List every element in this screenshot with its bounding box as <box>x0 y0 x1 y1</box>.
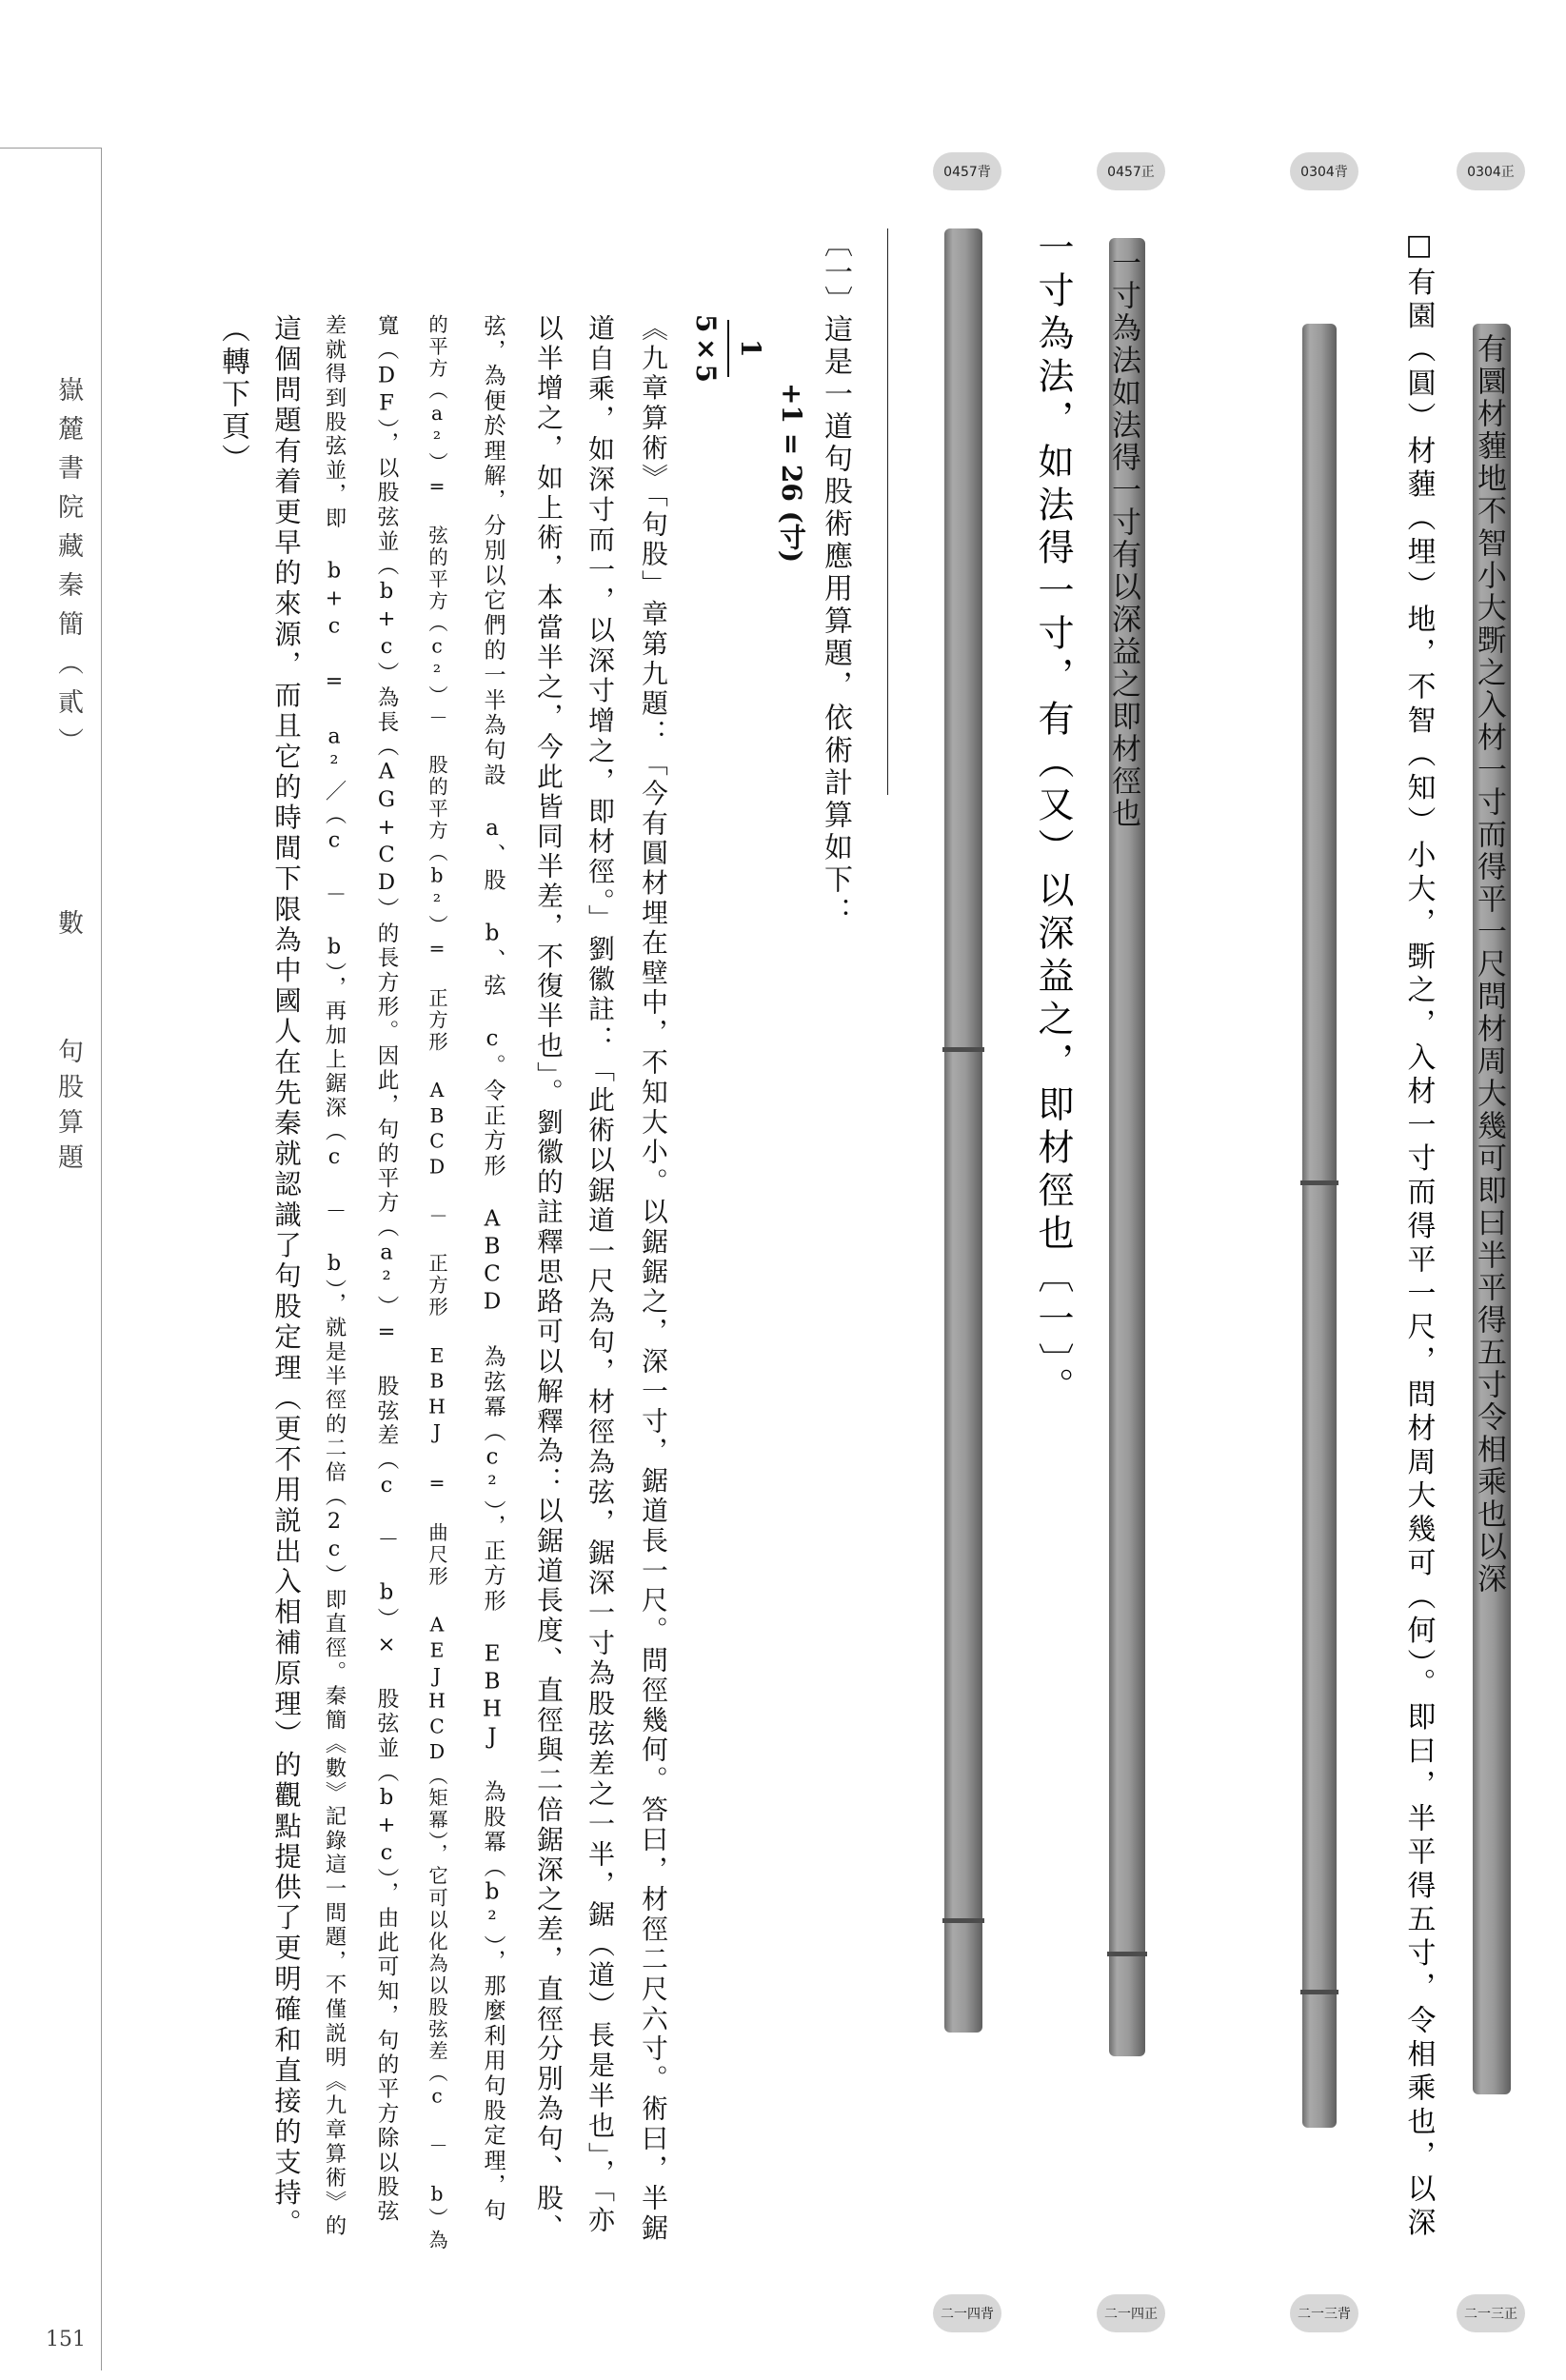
fraction-bar <box>727 320 729 377</box>
bamboo-strip-3 <box>1106 238 1145 2056</box>
strip-label-top-3: 0457正 <box>1097 152 1165 190</box>
bamboo-strip-2 <box>1302 324 1337 2128</box>
commentary-line-1: 《九章算術》「句股」章第九題：「今有圓材埋在壁中，不知大小。以鋸鋸之，深一寸，鋸道長一尺。問徑幾何。答曰，材徑二尺六寸。術曰，半鋸 <box>637 314 668 2245</box>
commentary-line-7: 差就得到股弦並，即 b+c = a²／（c － b），再加上鋸深（c － b），就是半徑的二倍（2c）即直徑。秦簡《數》記錄這一問題，不僅説明《九章算術》的 <box>322 314 347 2239</box>
strip-label-top-1: 0304正 <box>1457 152 1525 190</box>
strip-node <box>1300 1180 1338 1185</box>
strip-script-3: 一寸為法如法得一寸有以深益之即材徑也 <box>1106 248 1140 830</box>
strip-node <box>1107 1952 1147 1956</box>
formula-result: +1 = 26 (寸) <box>776 383 807 564</box>
page-number: 151 <box>46 2328 86 2351</box>
commentary-line-6: 寬（DF），以股弦並（b+c）為長（AG+CD）的長方形。因此，句的平方（a²）= 股弦差（c － b）× 股弦並（b+c），由此可知，句的平方除以股弦 <box>374 314 399 2225</box>
separator-rule <box>887 228 888 795</box>
commentary-line-5: 的平方（a²）= 弦的平方（c²）－ 股的平方（b²）= 正方形 ABCD － 正方形 EBHJ = 曲尺形 AEJHCD（矩冪），它可以化為以股弦差（c － b）為 <box>426 314 448 2252</box>
commentary-line-2: 道自乘，如深寸而一，以深寸增之，即材徑。」劉徽註：「此術以鋸道一尺為句，材徑為弦，鋸深一寸為股弦差之一半，鋸（道）長是半也」，「亦 <box>585 314 616 2236</box>
strip-label-bottom-3: 二一四正 <box>1097 2294 1165 2332</box>
commentary-line-4: 弦，為便於理解，分別以它們的一半為句設 a、股 b、弦 c。令正方形 ABCD 為弦冪（c²），正方形 EBHJ 為股冪（b²），那麼利用句股定理，句 <box>480 314 505 2224</box>
strip-label-bottom-2: 二一三背 <box>1290 2294 1358 2332</box>
note-marker: 〔一〕 <box>819 228 852 314</box>
strip-label-top-2: 0304背 <box>1290 152 1358 190</box>
strip-script-1: 有圜材薶地不智小大斲之入材一寸而得平一尺問材周大幾可即曰半平得五寸令相乘也以深 <box>1472 333 1506 1596</box>
margin-rule-top <box>0 148 101 149</box>
strip-node <box>1300 1990 1338 1994</box>
note-intro: 這是一道句股術應用算題，依術計算如下： <box>819 314 852 929</box>
strip-label-bottom-1: 二一三正 <box>1457 2294 1525 2332</box>
commentary-continued: （轉下頁） <box>216 314 249 476</box>
commentary-line-3: 以半增之，如上術，本當半之，今此皆同半差，不復半也」。劉徽的註釋思路可以解釋為：以鋸道長度、直徑與二倍鋸深之差，直徑分別為句、股、 <box>532 314 564 2245</box>
strip-label-bottom-4: 二一四背 <box>933 2294 1001 2332</box>
bamboo-strip-1 <box>1473 324 1511 2094</box>
formula-numerator: 5×5 <box>690 314 722 383</box>
formula-fraction <box>690 314 766 383</box>
subsection-name: 句股算題 <box>53 1038 83 1179</box>
commentary-line-8: 這個問題有着更早的來源，而且它的時間下限為中國人在先秦就認識了句股定理（更不用説出入相補原理）的觀點提供了更明確和直接的支持。 <box>270 314 302 2240</box>
formula <box>690 314 807 581</box>
strip-node <box>942 1918 984 1923</box>
bamboo-strip-4 <box>944 228 982 2033</box>
strip-node <box>942 1047 984 1052</box>
margin-rule <box>101 148 102 2370</box>
section-name: 數 <box>53 909 83 935</box>
transcription-line-2: 一寸為法，如法得一寸，有（又）以深益之，即材徑也〔一〕。 <box>1032 228 1074 1410</box>
running-head: 嶽麓書院藏秦簡（貳） <box>53 376 83 766</box>
strip-label-top-4: 0457背 <box>933 152 1001 190</box>
formula-denominator: 1 <box>735 339 766 358</box>
transcription-line-1: □有園（圓）材薶（埋）地，不智（知）小大，斲之，入材一寸而得平一尺，問材周大幾可（何）。即曰，半平得五寸，令相乘也，以深 <box>1402 228 1436 2242</box>
